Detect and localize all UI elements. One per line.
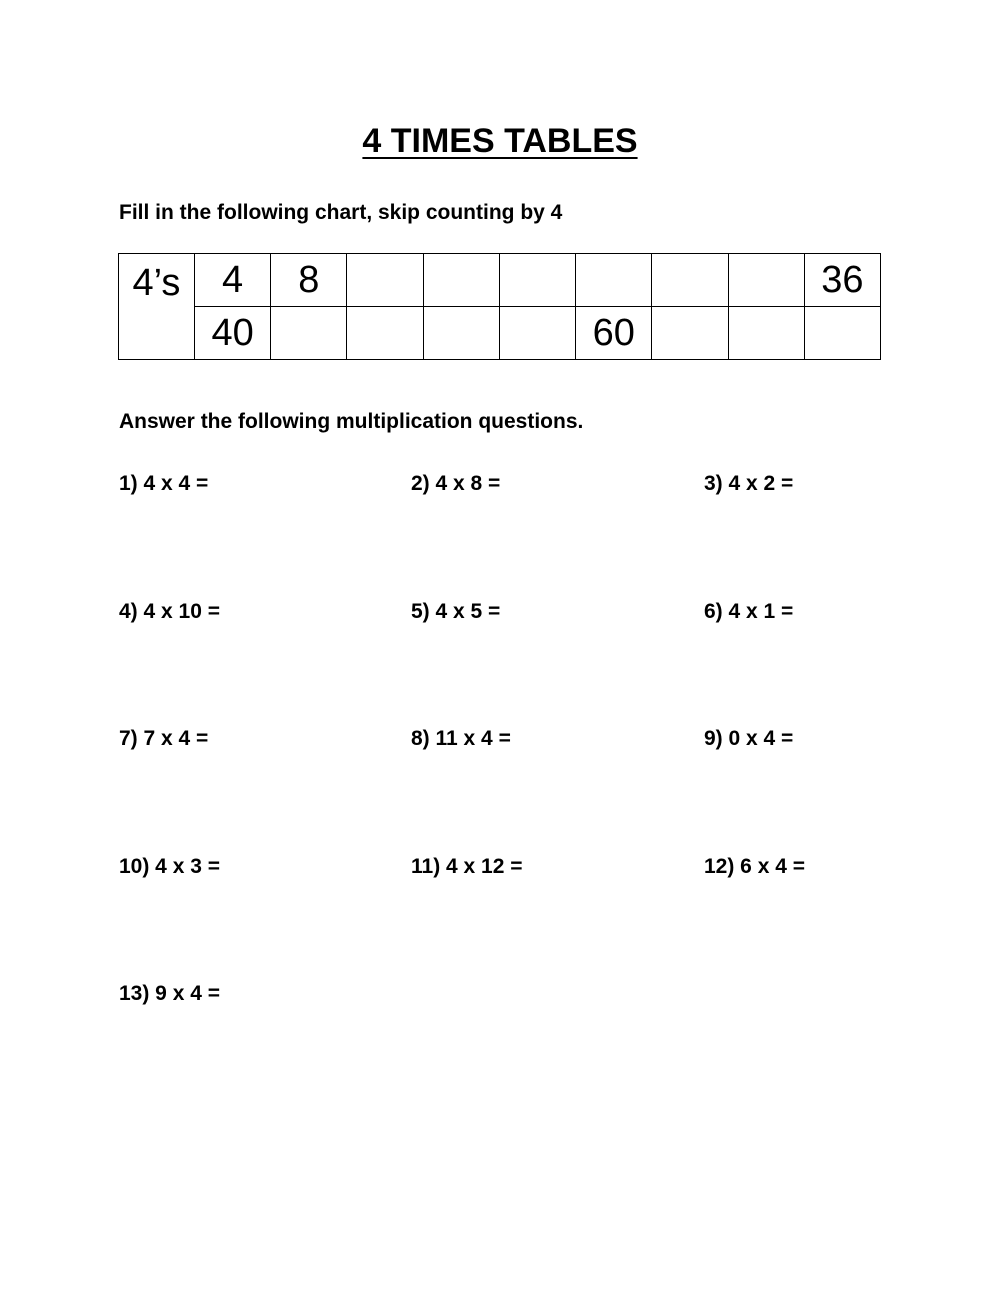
chart-instruction: Fill in the following chart, skip counting by 4: [119, 201, 563, 224]
chart-cell[interactable]: 4: [195, 254, 271, 307]
question: 4) 4 x 10 =: [119, 600, 220, 623]
chart-cell[interactable]: 60: [576, 307, 652, 360]
question: 6) 4 x 1 =: [704, 600, 794, 623]
chart-cell[interactable]: [271, 307, 347, 360]
question: 8) 11 x 4 =: [411, 727, 511, 750]
chart-cell[interactable]: 8: [271, 254, 347, 307]
question: 2) 4 x 8 =: [411, 472, 501, 495]
chart-cell[interactable]: 36: [804, 254, 880, 307]
question: 3) 4 x 2 =: [704, 472, 794, 495]
chart-cell[interactable]: [423, 254, 499, 307]
chart-cell[interactable]: [728, 254, 804, 307]
chart-row-2: [119, 307, 881, 360]
question: 10) 4 x 3 =: [119, 855, 220, 878]
question: 9) 0 x 4 =: [704, 727, 794, 750]
chart-cell[interactable]: [576, 254, 652, 307]
chart-cell[interactable]: [499, 254, 575, 307]
question: 11) 4 x 12 =: [411, 855, 523, 878]
question: 7) 7 x 4 =: [119, 727, 209, 750]
chart-cell[interactable]: [652, 254, 728, 307]
chart-cell[interactable]: 40: [195, 307, 271, 360]
page-title: 4 TIMES TABLES: [362, 122, 638, 160]
question: 1) 4 x 4 =: [119, 472, 209, 495]
chart-cell[interactable]: [423, 307, 499, 360]
chart-cell[interactable]: [652, 307, 728, 360]
chart-row-1: [119, 254, 881, 307]
skip-counting-chart: [118, 253, 881, 360]
questions-instruction: Answer the following multiplication questions.: [119, 410, 584, 433]
chart-cell[interactable]: [728, 307, 804, 360]
chart-cell[interactable]: [347, 307, 423, 360]
chart-row-label: 4’s: [119, 254, 195, 360]
chart-cell[interactable]: [347, 254, 423, 307]
question: 5) 4 x 5 =: [411, 600, 501, 623]
chart-cell[interactable]: [499, 307, 575, 360]
question: 13) 9 x 4 =: [119, 982, 220, 1005]
question: 12) 6 x 4 =: [704, 855, 805, 878]
chart-cell[interactable]: [804, 307, 880, 360]
